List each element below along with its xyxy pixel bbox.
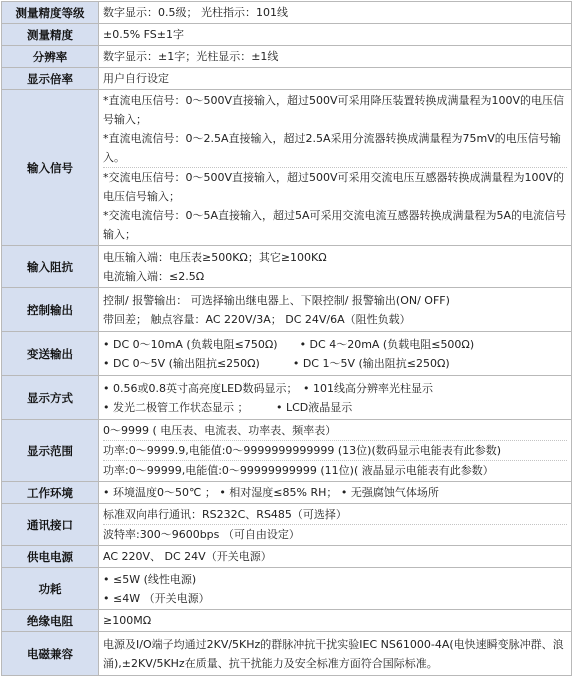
spec-row-display-mode	[2, 376, 572, 420]
value-line: *直流电压信号：0～500V直接输入，超过500V可采用降压装置转换成满量程为100V的电压信号输入；	[103, 94, 565, 126]
spec-table	[1, 1, 572, 676]
spec-label: 显示倍率	[2, 68, 99, 90]
spec-row-display-range	[2, 420, 572, 482]
value-line: *直流电流信号：0～2.5A直接输入，超过2.5A采用分流器转换成满量程为75mV的电压信号输入。	[103, 132, 561, 164]
value-line: 数字显示：±1字；光柱显示：±1线	[103, 50, 279, 63]
value-line: • 发光二极管工作状态显示 ； • LCD液晶显示	[103, 400, 353, 414]
spec-label: 变送输出	[2, 332, 99, 376]
value-line: 电流输入端：≤2.5Ω	[103, 269, 205, 283]
spec-value	[99, 246, 572, 288]
spec-row-insulation	[2, 610, 572, 632]
value-line: 电压输入端：电压表≥500KΩ；其它≥100KΩ	[103, 250, 327, 264]
value-line: 功率:0～99999,电能值:0～99999999999 (11位)( 液晶显示电能表有此参数）	[103, 460, 567, 480]
spec-value	[99, 24, 572, 46]
value-line: 标准双向串行通讯：RS232C、RS485（可选择）	[103, 508, 347, 521]
spec-value	[99, 2, 572, 24]
spec-value	[99, 288, 572, 332]
value-line: 电源及I/O端子均通过2KV/5KHz的群脉冲抗干扰实验IEC NS61000-4A(电快速瞬变脉冲群、浪涌),±2KV/5KHz在质量、抗干扰能力及安全标准方面符合国际标准。	[103, 637, 564, 670]
spec-label: 供电电源	[2, 546, 99, 568]
spec-value	[99, 376, 572, 420]
spec-label: 输入信号	[2, 90, 99, 246]
spec-row-environment	[2, 482, 572, 504]
spec-label: 工作环境	[2, 482, 99, 504]
value-line: ±0.5% FS±1字	[103, 28, 184, 41]
value-line: • 环境温度0～50℃ ； • 相对湿度≤85% RH； • 无强腐蚀气体场所	[103, 486, 439, 499]
spec-row-power-consumption	[2, 568, 572, 610]
spec-label: 绝缘电阻	[2, 610, 99, 632]
value-line: 用户自行设定	[103, 72, 169, 85]
value-line: 带回差； 触点容量：AC 220V/3A； DC 24V/6A（阻性负载）	[103, 312, 411, 326]
spec-row-input-impedance	[2, 246, 572, 288]
spec-row-transmit-output	[2, 332, 572, 376]
spec-label: 控制输出	[2, 288, 99, 332]
value-line: 数字显示：0.5级； 光柱指示：101线	[103, 6, 288, 19]
spec-row-resolution	[2, 46, 572, 68]
spec-value	[99, 46, 572, 68]
spec-value	[99, 610, 572, 632]
value-line: 功率:0～9999.9,电能值:0～9999999999999 (13位)(数码显示电能表有此参数)	[103, 440, 567, 460]
spec-label: 显示范围	[2, 420, 99, 482]
spec-value	[99, 504, 572, 546]
spec-row-accuracy	[2, 24, 572, 46]
value-line: ≥100MΩ	[103, 614, 152, 627]
spec-value	[99, 568, 572, 610]
spec-value	[99, 90, 572, 246]
spec-row-emc	[2, 632, 572, 676]
spec-row-accuracy-class	[2, 2, 572, 24]
value-line: • DC 0～5V (输出阻抗≤250Ω) • DC 1～5V (输出阻抗≤250Ω)	[103, 356, 450, 370]
spec-label: 电磁兼容	[2, 632, 99, 676]
spec-value	[99, 482, 572, 504]
spec-label: 分辨率	[2, 46, 99, 68]
value-line: • ≤4W （开关电源）	[103, 591, 210, 605]
spec-row-input-signal	[2, 90, 572, 246]
spec-row-power-supply	[2, 546, 572, 568]
spec-label: 显示方式	[2, 376, 99, 420]
spec-table-body	[2, 2, 572, 676]
spec-label: 测量精度	[2, 24, 99, 46]
spec-label: 通讯接口	[2, 504, 99, 546]
spec-row-communication	[2, 504, 572, 546]
spec-value	[99, 420, 572, 482]
value-line: • 0.56或0.8英寸高亮度LED数码显示； • 101线高分辨率光柱显示	[103, 381, 433, 395]
spec-value	[99, 68, 572, 90]
spec-label: 测量精度等级	[2, 2, 99, 24]
value-line: 波特率:300～9600bps （可自由设定）	[103, 524, 567, 544]
spec-value	[99, 632, 572, 676]
value-line: 控制/ 报警输出： 可选择输出继电器上、下限控制/ 报警输出(ON/ OFF)	[103, 293, 450, 307]
value-line: *交流电流信号：0～5A直接输入，超过5A可采用交流电流互感器转换成满量程为5A的电流信号输入；	[103, 209, 567, 241]
spec-value	[99, 546, 572, 568]
value-line: • ≤5W (线性电源)	[103, 572, 197, 586]
value-line: 0～9999 ( 电压表、电流表、功率表、频率表）	[103, 424, 337, 437]
spec-label: 功耗	[2, 568, 99, 610]
spec-label: 输入阻抗	[2, 246, 99, 288]
value-line: *交流电压信号：0～500V直接输入，超过500V可采用交流电压互感器转换成满量程为100V的电压信号输入；	[103, 167, 567, 206]
value-line: AC 220V、 DC 24V（开关电源）	[103, 550, 272, 563]
spec-row-control-output	[2, 288, 572, 332]
spec-row-display-ratio	[2, 68, 572, 90]
spec-value	[99, 332, 572, 376]
value-line: • DC 0～10mA (负载电阻≤750Ω) • DC 4～20mA (负载电阻≤500Ω)	[103, 337, 475, 351]
